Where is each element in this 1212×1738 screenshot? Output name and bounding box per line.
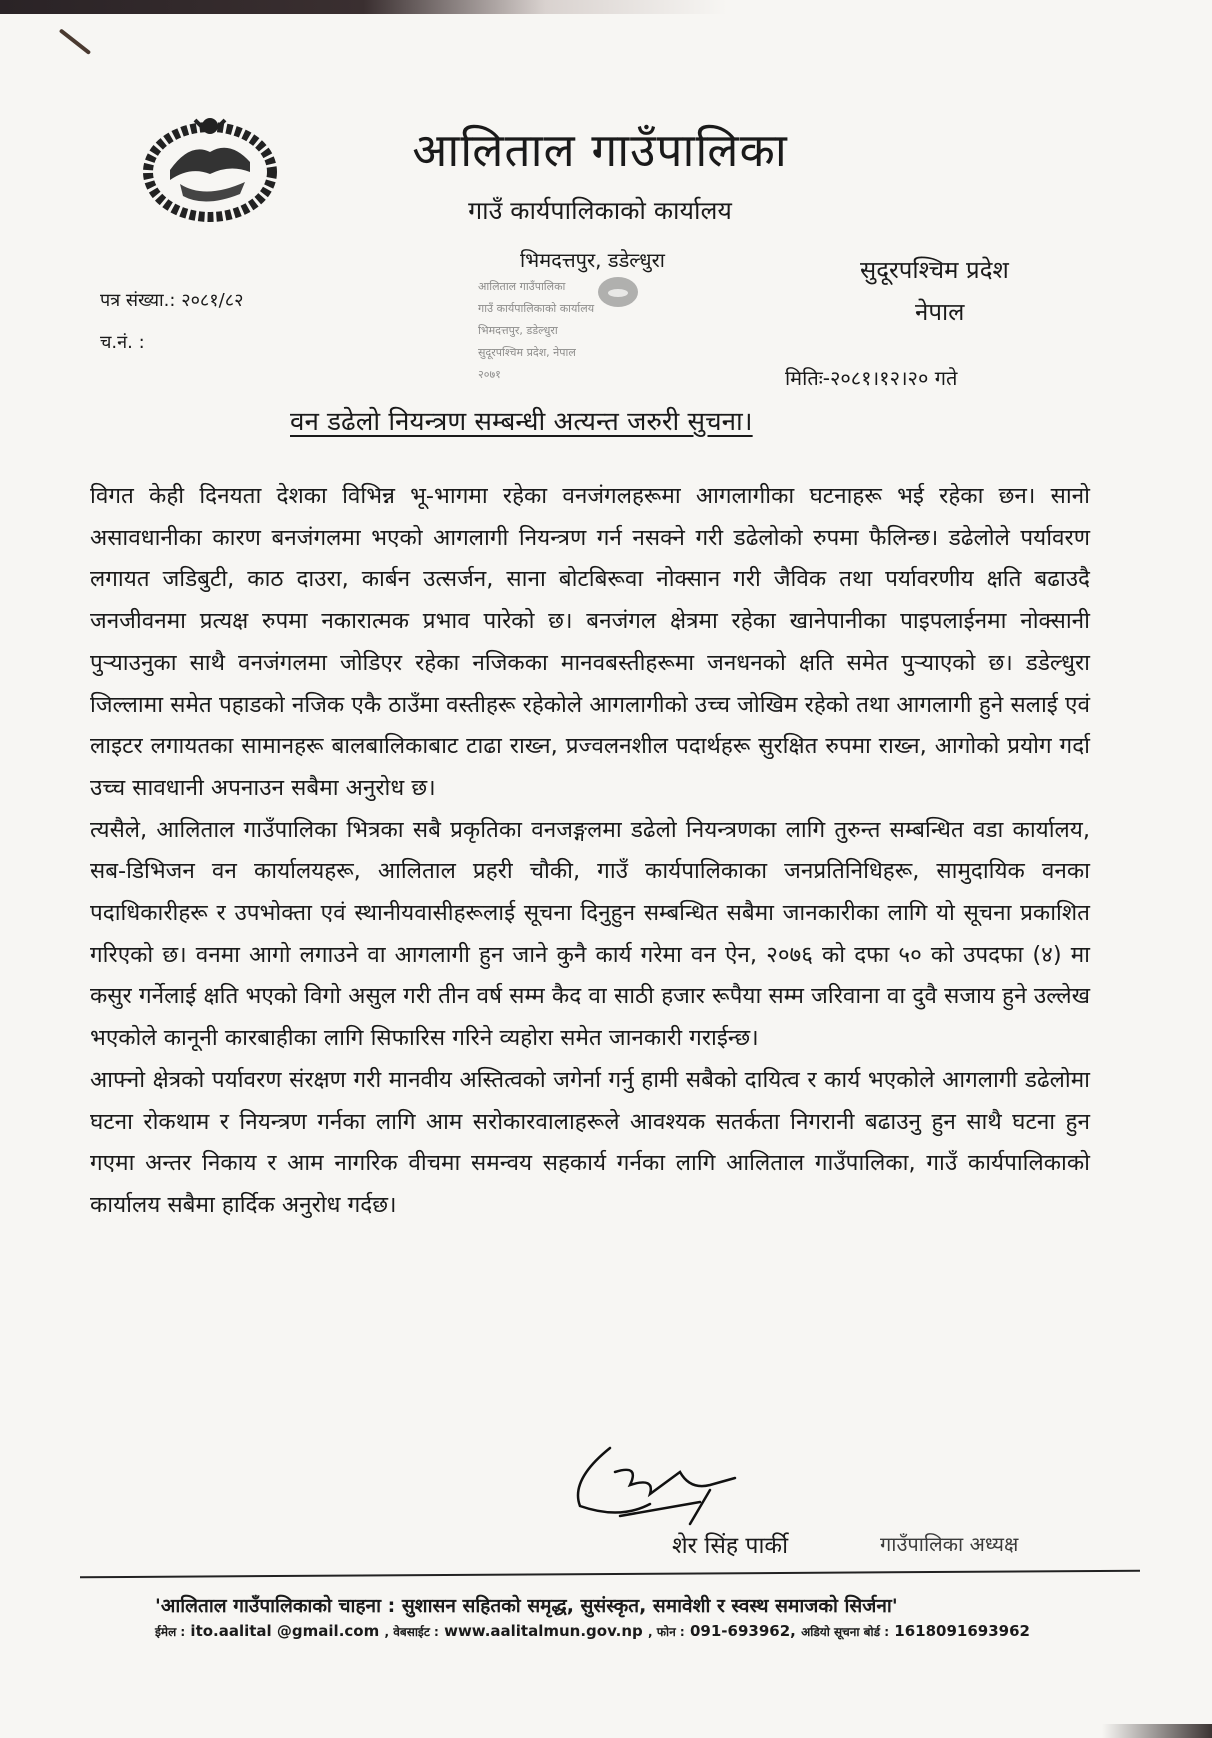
date-label: मितिः- [785, 366, 830, 390]
phone-label: , फोन : [648, 1625, 685, 1639]
audio-board-number: 1618091693962 [894, 1622, 1030, 1640]
pen-mark [59, 28, 91, 55]
stamp-line: २०७१ [478, 368, 501, 381]
office-seal-stamp [468, 274, 698, 392]
signatory-name: शेर सिंह पार्की [672, 1533, 789, 1559]
stamp-line: गाउँ कार्यपालिकाको कार्यालय [478, 302, 595, 315]
notice-paragraph: विगत केही दिनयता देशका विभिन्न भू-भागमा रहेका वनजंगलहरूमा आगलागीका घटनाहरू भई रहेका छन। सानो असावधानीका कारण बनजंगलमा भएको आगलागी नियन्त्रण गर्न नसक्ने गरी डढेलोको रुपमा फैलिन्छ। डढेलोले पर्यावरण लगायत जडिबुटी, काठ दाउरा, कार्बन उत्सर्जन, साना बोटबिरूवा नोक्सान गरी जैविक तथा पर्यावरणीय क्षति बढाउदै जनजीवनमा प्रत्यक्ष रुपमा नकारात्मक प्रभाव पारेको छ। बनजंगल क्षेत्रमा रहेका खानेपानीका पाइपलाईनमा नोक्सानी पुऱ्याउनुका साथै वनजंगलमा जोडिएर रहेका नजिकका मानवबस्तीहरूमा जनधनको क्षति समेत पुऱ्याएको छ। डडेल्धुरा जिल्लामा समेत पहाडको नजिक एकै ठाउँमा वस्तीहरू रहेकोले आगलागीको उच्च जोखिम रहेको तथा आगलागी हुने सलाई एवं लाइटर लगायतका सामानहरू बालबालिकाबाट टाढा राख्न, प्रज्वलनशील पदार्थहरू सुरक्षित रुपमा राख्न, आगोको प्रयोग गर्दा उच्च सावधानी अपनाउन सबैमा अनुरोध छ। [90, 483, 1090, 801]
reference-number [100, 288, 243, 312]
website-label: , वेबसाईट : [384, 1625, 439, 1639]
date-value: २०८१।१२।२० गते [829, 366, 958, 390]
footer-divider [80, 1570, 1140, 1578]
handwritten-signature [560, 1440, 780, 1530]
reference-value: २०८१/८२ [181, 290, 244, 311]
nepal-emblem-icon [135, 112, 285, 222]
scan-edge-shadow [1102, 1724, 1212, 1738]
email-label: ईमेल : [155, 1625, 186, 1639]
footer-motto: 'आलिताल गाउँपालिकाको चाहना : सुशासन सहितको समृद्ध, सुसंस्कृत, समावेशी र स्वस्थ समाजको सिर्जना' [155, 1595, 898, 1617]
dispatch-label: च.नं. : [100, 332, 145, 353]
country: नेपाल [915, 298, 965, 326]
letter-date [785, 364, 957, 391]
org-name: आलिताल गाउँपालिका [412, 123, 788, 177]
province: सुदूरपश्चिम प्रदेश [860, 256, 1009, 284]
scan-edge-shadow [0, 0, 1212, 14]
stamp-line: भिमदत्तपुर, डडेल्धुरा [478, 324, 558, 337]
audio-board-label: अडियो सूचना बोर्ड : [801, 1625, 890, 1639]
signatory-title: गाउँपालिका अध्यक्ष [880, 1532, 1019, 1556]
notice-body [90, 476, 1090, 1227]
notice-paragraph: आफ्नो क्षेत्रको पर्यावरण संरक्षण गरी मानवीय अस्तित्वको जगेर्ना गर्नु हामी सबैको दायित्व र कार्य भएकोले आगलागी डढेलोमा घटना रोकथाम र नियन्त्रण गर्नका लागि आम सरोकारवालाहरूले आवश्यक सतर्कता निगरानी बढाउनु हुन साथै घटना हुन गएमा अन्तर निकाय र आम नागरिक वीचमा समन्वय सहकार्य गर्नका लागि आलिताल गाउँपालिका, गाउँ कार्यपालिकाको कार्यालय सबैमा हार्दिक अनुरोध गर्दछ। [90, 1066, 1090, 1218]
website-url: www.aalitalmun.gov.np [444, 1622, 643, 1640]
phone-number: 091-693962, [689, 1622, 796, 1640]
stamp-line: आलिताल गाउँपालिका [478, 280, 566, 293]
office-name: गाउँ कार्यपालिकाको कार्यालय [468, 196, 732, 225]
footer-contact [155, 1622, 1030, 1640]
dispatch-number [100, 330, 145, 354]
stamp-line: सुदूरपश्चिम प्रदेश, नेपाल [478, 346, 576, 359]
notice-heading: वन डढेलो नियन्त्रण सम्बन्धी अत्यन्त जरुरी सुचना। [290, 407, 753, 437]
email-address: ito.aalital @gmail.com [190, 1622, 380, 1640]
reference-label: पत्र संख्या.: [100, 290, 176, 311]
notice-paragraph: त्यसैले, आलिताल गाउँपालिका भित्रका सबै प्रकृतिका वनजङ्गलमा डढेलो नियन्त्रणका लागि तुरुन्त सम्बन्धित वडा कार्यालय, सब-डिभिजन वन कार्यालयहरू, आलिताल प्रहरी चौकी, गाउँ कार्यपालिकाका जनप्रतिनिधिहरू, सामुदायिक वनका पदाधिकारीहरू र उपभोक्ता एवं स्थानीयवासीहरूलाई सूचना दिनुहुन सम्बन्धित सबैमा जानकारीका लागि यो सूचना प्रकाशित गरिएको छ। वनमा आगो लगाउने वा आगलागी हुन जाने कुनै कार्य गरेमा वन ऐन, २०७६ को दफा ५० को उपदफा (४) मा कसुर गर्नेलाई क्षति भएको विगो असुल गरी तीन वर्ष सम्म कैद वा साठी हजार रूपैया सम्म जरिवाना वा दुवै सजाय हुने उल्लेख भएकोले कानूनी कारबाहीका लागि सिफारिस गरिने व्यहोरा समेत जानकारी गराईन्छ। [90, 816, 1090, 1052]
office-location: भिमदत्तपुर, डडेल्धुरा [520, 248, 665, 272]
